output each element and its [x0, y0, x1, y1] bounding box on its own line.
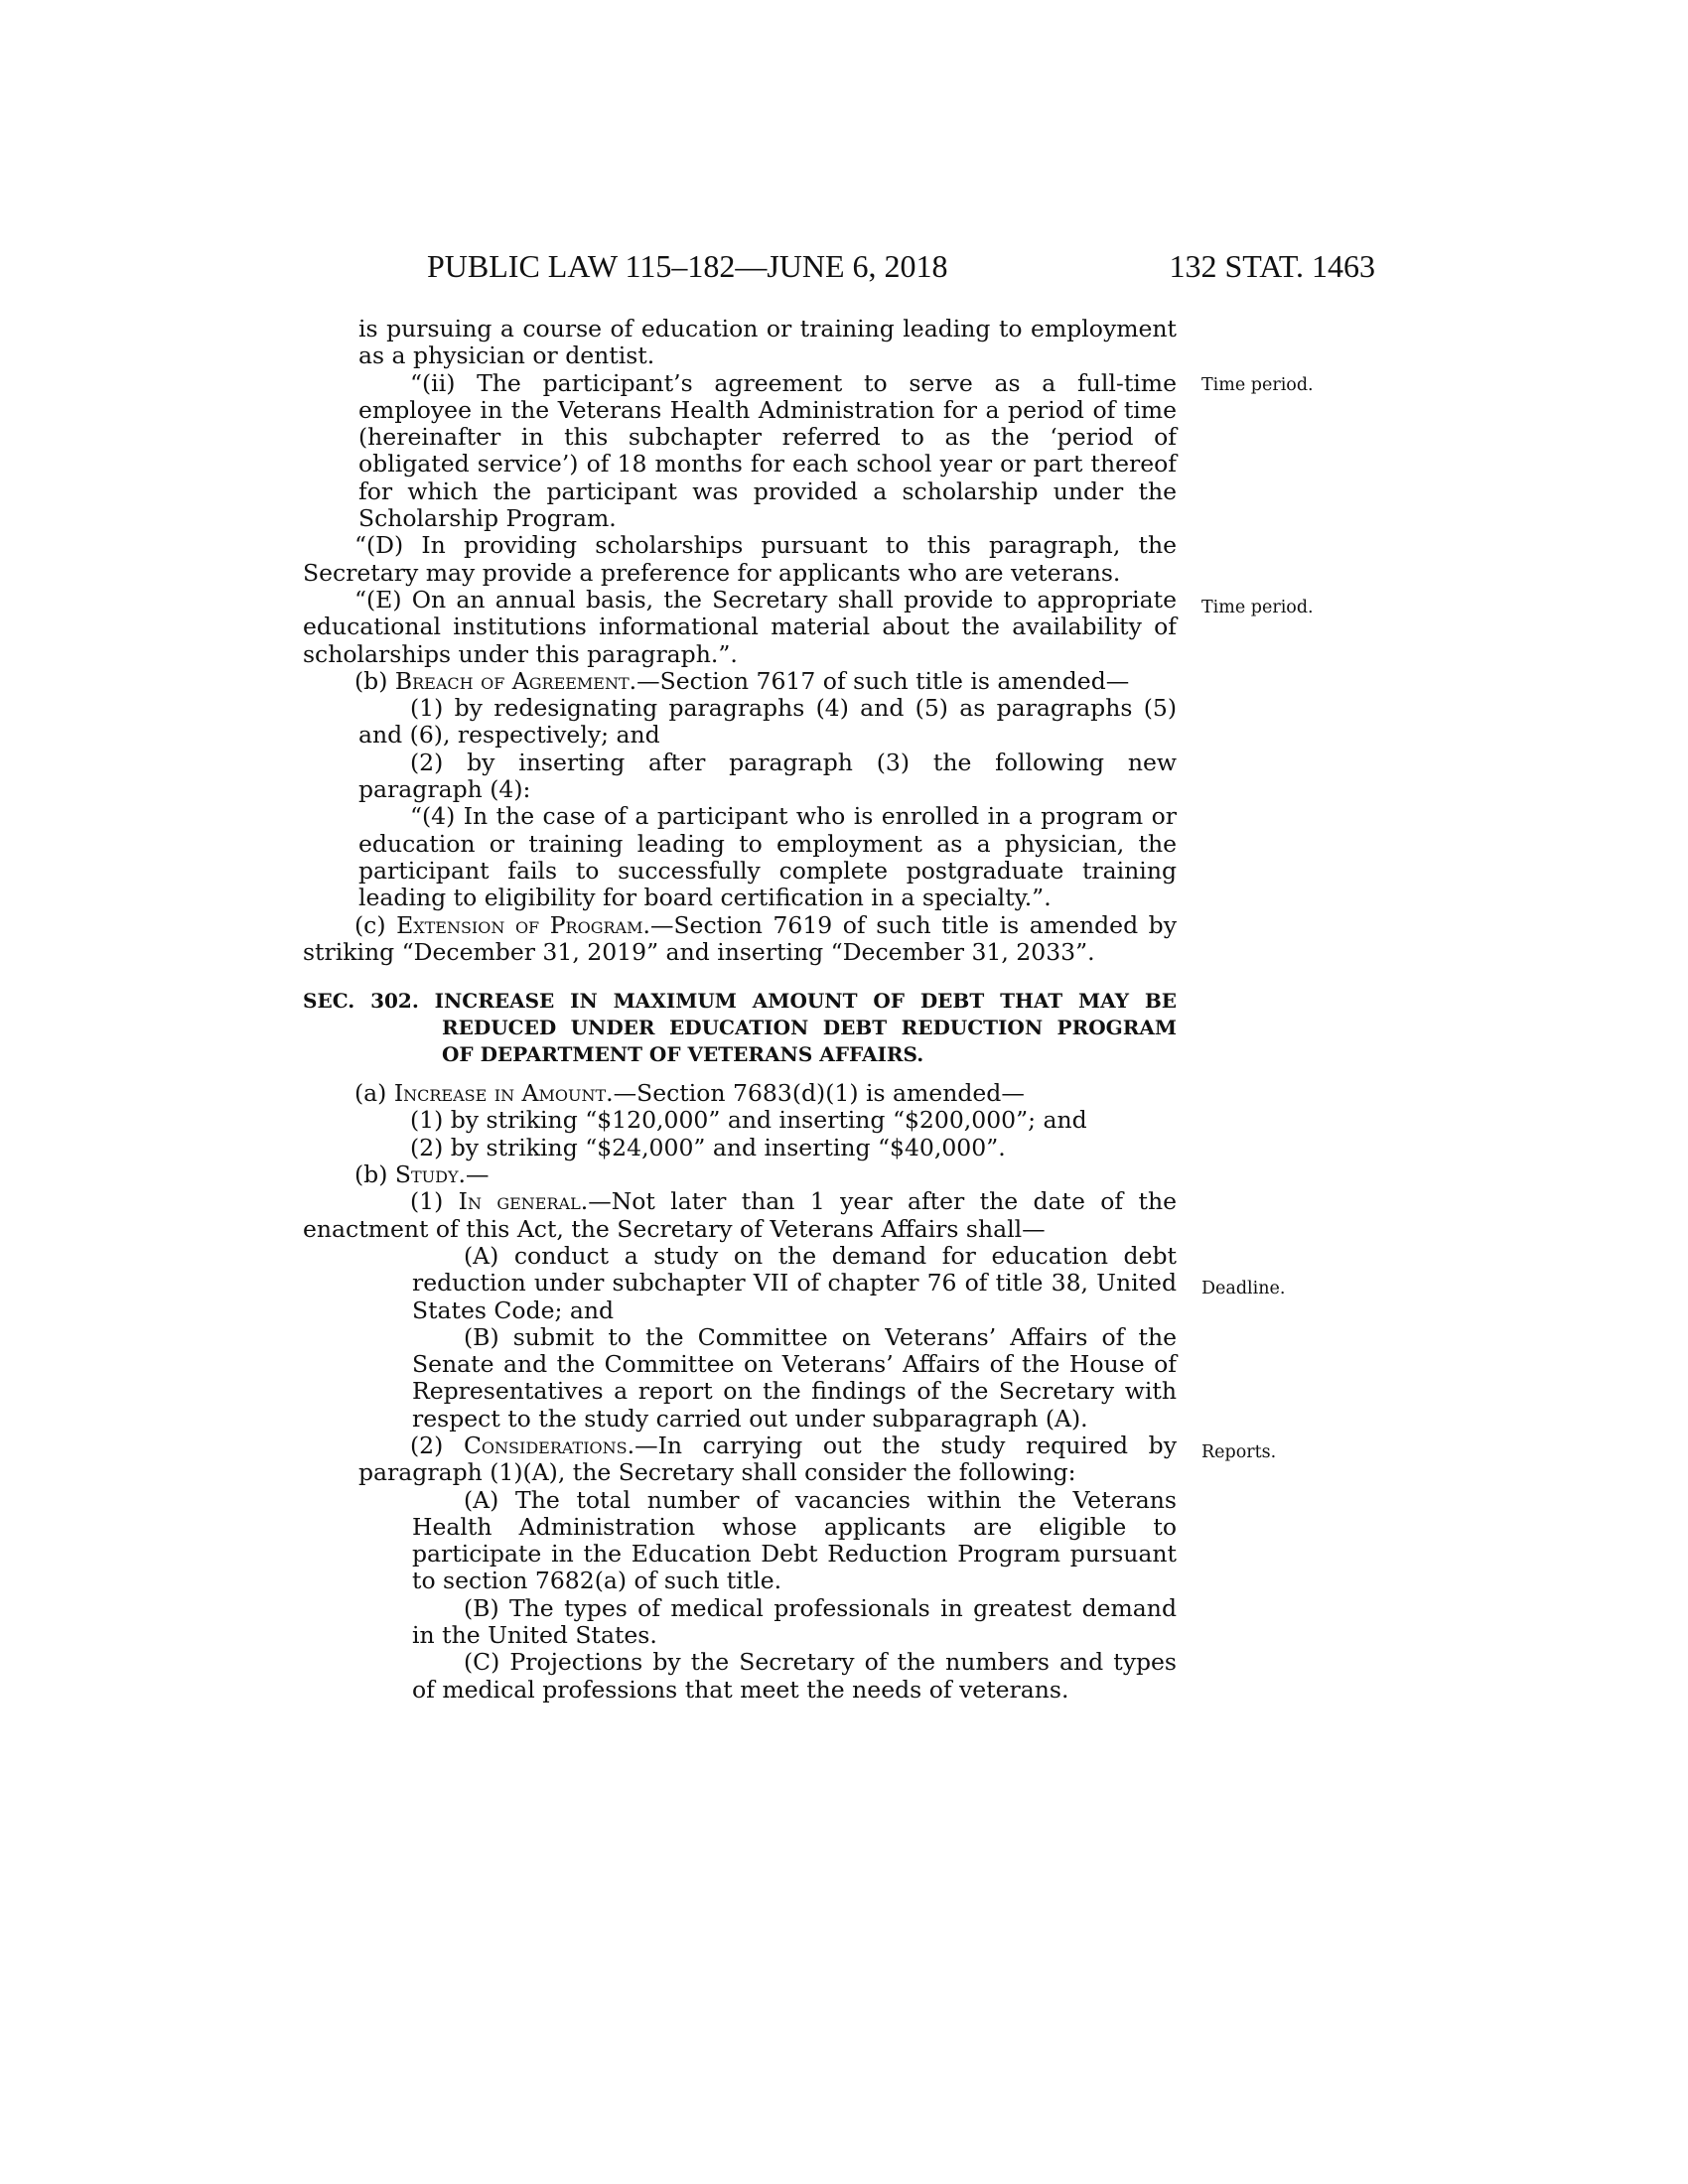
paragraph: (2) by striking “$24,000” and inserting “$40,000”. — [410, 1133, 1006, 1161]
paragraph: is pursuing a course of education or training leading to employment as a physician or dentist. — [358, 315, 1177, 370]
subsection-heading: Increase in Amount. — [393, 1079, 614, 1108]
paragraph-considerations — [303, 1433, 1177, 1487]
paragraph: (1) by redesignating paragraphs (4) and (5) as paragraphs (5) and (6), respectively; and — [358, 694, 1177, 750]
subparagraph: (B) The types of medical professionals in greatest demand in the United States. — [412, 1593, 1177, 1650]
paragraph-text: —In carrying out the study required by paragraph (1)(A), the Secretary shall consider the following: — [358, 1431, 1177, 1487]
subsection-heading: Study. — [394, 1160, 466, 1189]
header-page-ref: 132 STAT. 1463 — [1169, 248, 1375, 284]
body-text — [303, 316, 1177, 1704]
label: (b) — [354, 1160, 395, 1189]
paragraph-text: —Not later than 1 year after the date of the enactment of this Act, the Secretary of Veterans Affairs shall— — [303, 1187, 1177, 1243]
margin-note-time-period: Time period. — [1201, 375, 1314, 395]
paragraph: “(E) On an annual basis, the Secretary shall provide to appropriate educational institutions informational material about the availability of scholarships under this paragraph.”. — [303, 585, 1177, 668]
subsection-heading: Breach of Agreement. — [394, 666, 637, 695]
subsection-text: — — [465, 1160, 490, 1189]
paragraph-in-general — [303, 1188, 1177, 1243]
subparagraph: (A) conduct a study on the demand for education debt reduction under subchapter VII of chapter 76 of title 38, United States Code; and — [412, 1241, 1177, 1324]
paragraph: (1) by striking “$120,000” and inserting “$200,000”; and — [410, 1106, 1087, 1135]
header-title: PUBLIC LAW 115–182—JUNE 6, 2018 — [427, 248, 948, 284]
margin-note-reports: Reports. — [1201, 1442, 1277, 1462]
paragraph: “(4) In the case of a participant who is enrolled in a program or education or training leading to employment as a physician, the participant fails to successfully complete postgraduate training leading to eligibility for board certification in a specialty.”. — [358, 802, 1177, 912]
section-heading: SEC. 302. INCREASE IN MAXIMUM AMOUNT OF DEBT THAT MAY BE REDUCED UNDER EDUCATION DEBT REDUCTION PROGRAM OF DEPARTMENT OF VETERANS AFFAIRS. — [303, 989, 1177, 1067]
subparagraph: (B) submit to the Committee on Veterans’ Affairs of the Senate and the Committee on Veterans’ Affairs of the House of Representatives a report on the findings of the Secretary with respect to the study carried out under subparagraph (A). — [412, 1322, 1177, 1433]
paragraph: “(ii) The participant’s agreement to serve as a full-time employee in the Veterans Health Administration for a period of time (hereinafter in this subchapter referred to as the ‘period of obligated service’) of 18 months for each school year or part thereof for which the participant was provided a scholarship under the Scholarship Program. — [358, 368, 1177, 533]
margin-note-time-period: Time period. — [1201, 598, 1314, 617]
subsection-text: —Section 7619 of such title is amended by striking “December 31, 2019” and inserting “December 31, 2033”. — [303, 910, 1177, 966]
paragraph-heading: Considerations. — [463, 1431, 635, 1459]
paragraph: (2) by inserting after paragraph (3) the following new paragraph (4): — [358, 748, 1177, 804]
page-header — [427, 246, 1375, 286]
label: (a) — [354, 1079, 394, 1108]
label: (b) — [354, 666, 395, 695]
paragraph: “(D) In providing scholarships pursuant to this paragraph, the Secretary may provide a preference for applicants who are veterans. — [303, 531, 1177, 587]
subparagraph: (A) The total number of vacancies within the Veterans Health Administration whose applicants are eligible to participate in the Education Debt Reduction Program pursuant to section 7682(a) of such title. — [412, 1485, 1177, 1595]
paragraph-heading: In general. — [458, 1187, 589, 1216]
subparagraph: (C) Projections by the Secretary of the numbers and types of medical professions that meet the needs of veterans. — [412, 1648, 1177, 1704]
subsection-heading: Extension of Program. — [396, 910, 650, 939]
label: (c) — [354, 910, 397, 939]
subsection-text: —Section 7617 of such title is amended— — [636, 666, 1130, 695]
subsection-b-study — [303, 1161, 1177, 1188]
subsection-a — [303, 1080, 1177, 1107]
subsection-text: —Section 7683(d)(1) is amended— — [613, 1079, 1025, 1108]
subsection-c — [303, 912, 1177, 967]
subsection-b — [303, 668, 1177, 695]
label: (1) — [410, 1187, 459, 1216]
margin-note-deadline: Deadline. — [1201, 1279, 1286, 1298]
label: (2) — [410, 1431, 464, 1459]
